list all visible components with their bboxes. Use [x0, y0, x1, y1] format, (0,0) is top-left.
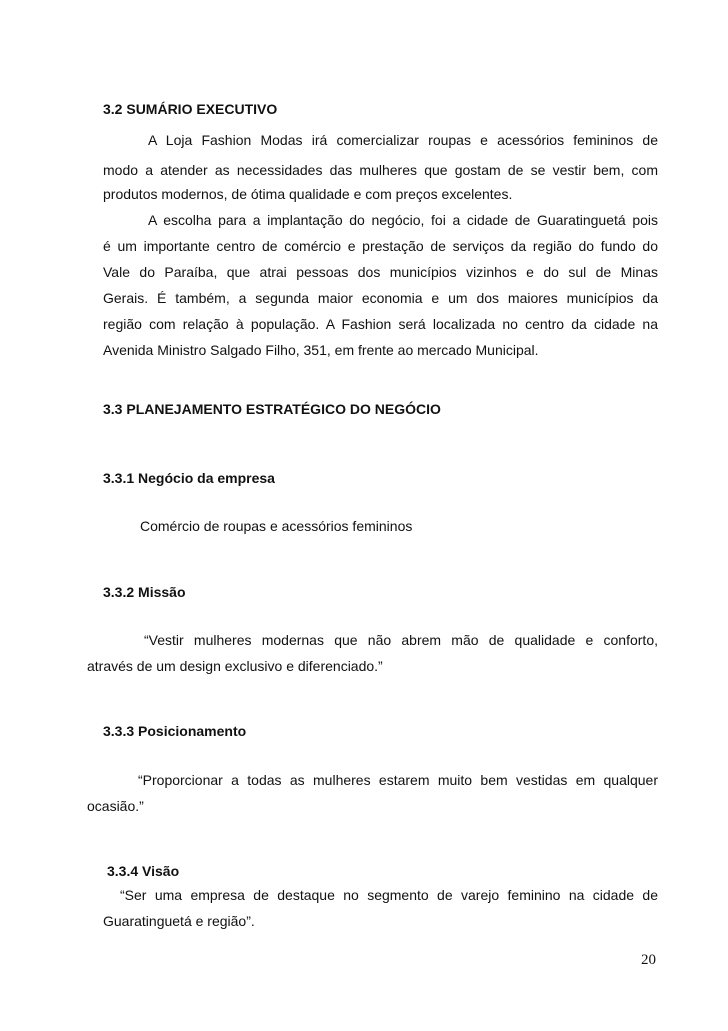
vision-line: Guaratinguetá e região”.: [103, 913, 255, 929]
vision-line: “Ser uma empresa de destaque no segmento de varejo feminino na cidade de: [120, 887, 658, 903]
section-heading-posicionamento: 3.3.3 Posicionamento: [103, 723, 247, 739]
section-heading-visao: 3.3.4 Visão: [107, 863, 180, 879]
section-heading-sumario-executivo: 3.2 SUMÁRIO EXECUTIVO: [103, 101, 278, 117]
paragraph-line: A Loja Fashion Modas irá comercializar roupas e acessórios femininos de: [148, 132, 658, 148]
business-description: Comércio de roupas e acessórios femininos: [140, 518, 413, 534]
paragraph-line: modo a atender as necessidades das mulheres que gostam de se vestir bem, com: [103, 162, 658, 178]
section-heading-planejamento: 3.3 PLANEJAMENTO ESTRATÉGICO DO NEGÓCIO: [103, 401, 441, 417]
paragraph-line: Gerais. É também, a segunda maior economia e um dos maiores municípios da: [103, 290, 658, 306]
page-number: 20: [641, 952, 656, 968]
section-heading-negocio: 3.3.1 Negócio da empresa: [103, 470, 275, 486]
paragraph-line: região com relação à população. A Fashion será localizada no centro da cidade na: [103, 316, 658, 332]
paragraph-line: A escolha para a implantação do negócio, foi a cidade de Guaratinguetá pois: [148, 212, 658, 228]
section-heading-missao: 3.3.2 Missão: [103, 584, 186, 600]
paragraph-line: Vale do Paraíba, que atrai pessoas dos municípios vizinhos e do sul de Minas: [103, 264, 658, 280]
paragraph-line: é um importante centro de comércio e prestação de serviços da região do fundo do: [103, 238, 658, 254]
positioning-line: “Proporcionar a todas as mulheres estarem muito bem vestidas em qualquer: [138, 772, 658, 788]
mission-line: através de um design exclusivo e diferenciado.”: [87, 658, 383, 674]
positioning-line: ocasião.”: [87, 798, 144, 814]
paragraph-line: Avenida Ministro Salgado Filho, 351, em frente ao mercado Municipal.: [103, 342, 539, 358]
paragraph-line: produtos modernos, de ótima qualidade e com preços excelentes.: [103, 186, 513, 202]
mission-line: “Vestir mulheres modernas que não abrem mão de qualidade e conforto,: [144, 632, 658, 648]
